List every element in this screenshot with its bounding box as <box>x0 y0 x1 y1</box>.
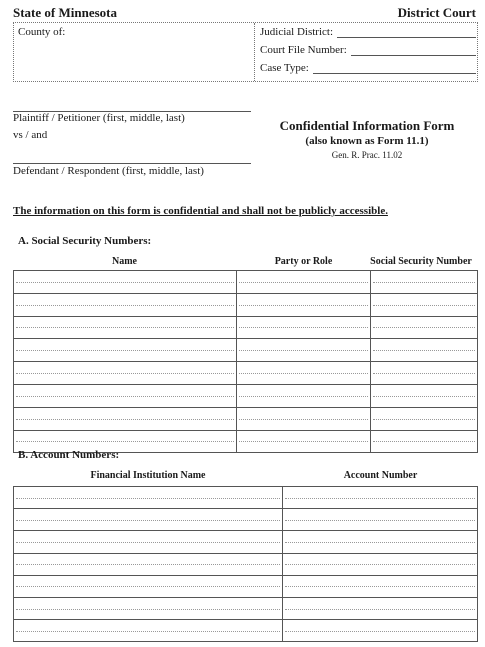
cell-entry-area <box>14 408 236 430</box>
county-label: County of: <box>18 26 66 38</box>
cell-entry-area <box>371 431 477 453</box>
cell-entry-area <box>237 271 371 293</box>
cell-entry-area <box>371 271 477 293</box>
cell-entry-area <box>371 294 477 316</box>
cell-entry-area <box>237 385 371 407</box>
table-cell[interactable] <box>283 509 478 531</box>
case-type-field[interactable] <box>313 64 476 74</box>
cell-entry-area <box>283 576 477 597</box>
table-cell[interactable] <box>371 339 478 362</box>
cell-entry-area <box>371 339 477 361</box>
cell-entry-area <box>14 271 236 293</box>
vs-label: vs / and <box>13 129 48 141</box>
account-table <box>13 486 478 642</box>
defendant-label: Defendant / Respondent (first, middle, last) <box>13 165 204 177</box>
cell-entry-area <box>283 598 477 619</box>
table-row <box>14 271 478 294</box>
case-type-label: Case Type: <box>260 62 309 74</box>
table-row <box>14 509 478 531</box>
table-cell[interactable] <box>371 384 478 407</box>
cell-entry-area <box>14 339 236 361</box>
cell-entry-area <box>14 620 282 641</box>
cell-entry-area <box>371 408 477 430</box>
state-title: State of Minnesota <box>13 5 117 20</box>
table-cell[interactable] <box>14 293 237 316</box>
table-row <box>14 293 478 316</box>
table-row <box>14 339 478 362</box>
table-cell[interactable] <box>14 384 237 407</box>
table-cell[interactable] <box>14 362 237 385</box>
table-row <box>14 553 478 575</box>
table-cell[interactable] <box>236 316 371 339</box>
table-cell[interactable] <box>371 407 478 430</box>
case-type-row <box>260 62 476 74</box>
cell-entry-area <box>283 554 477 575</box>
section-a-heading: A. Social Security Numbers: <box>18 235 152 247</box>
cell-entry-area <box>237 362 371 384</box>
table-cell[interactable] <box>236 339 371 362</box>
table-cell[interactable] <box>236 407 371 430</box>
judicial-district-field[interactable] <box>337 28 476 38</box>
table-row <box>14 316 478 339</box>
cell-entry-area <box>283 487 477 508</box>
confidentiality-notice: The information on this form is confidential and shall not be publicly accessible. <box>13 205 388 217</box>
cell-entry-area <box>283 620 477 641</box>
court-file-number-label: Court File Number: <box>260 44 347 56</box>
table-cell[interactable] <box>236 362 371 385</box>
cell-entry-area <box>14 487 282 508</box>
cell-entry-area <box>237 339 371 361</box>
case-box-divider <box>254 23 255 81</box>
cell-entry-area <box>14 385 236 407</box>
table-cell[interactable] <box>14 407 237 430</box>
table-cell[interactable] <box>14 487 283 509</box>
table-cell[interactable] <box>283 597 478 619</box>
cell-entry-area <box>237 294 371 316</box>
case-info-box <box>13 22 478 82</box>
cell-entry-area <box>14 317 236 339</box>
judicial-district-label: Judicial District: <box>260 26 334 38</box>
cell-entry-area <box>14 531 282 552</box>
cell-entry-area <box>237 408 371 430</box>
plaintiff-label: Plaintiff / Petitioner (first, middle, last) <box>13 112 185 124</box>
col-header-ssn: Social Security Number <box>370 256 472 267</box>
cell-entry-area <box>283 531 477 552</box>
table-cell[interactable] <box>283 487 478 509</box>
cell-entry-area <box>14 362 236 384</box>
table-cell[interactable] <box>14 531 283 553</box>
table-cell[interactable] <box>236 293 371 316</box>
table-cell[interactable] <box>371 293 478 316</box>
table-cell[interactable] <box>236 430 371 453</box>
table-cell[interactable] <box>14 597 283 619</box>
table-cell[interactable] <box>283 620 478 642</box>
cell-entry-area <box>237 431 371 453</box>
col-header-name: Name <box>112 256 137 267</box>
table-row <box>14 407 478 430</box>
table-cell[interactable] <box>283 553 478 575</box>
defendant-line[interactable] <box>13 163 251 164</box>
cell-entry-area <box>14 294 236 316</box>
cell-entry-area <box>237 317 371 339</box>
table-cell[interactable] <box>371 316 478 339</box>
table-row <box>14 362 478 385</box>
table-row <box>14 597 478 619</box>
court-title: District Court <box>397 5 476 20</box>
form-subtitle: (also known as Form 11.1) <box>305 135 429 147</box>
table-cell[interactable] <box>14 553 283 575</box>
table-cell[interactable] <box>14 271 237 294</box>
section-b-heading: B. Account Numbers: <box>18 449 120 461</box>
table-row <box>14 384 478 407</box>
table-row <box>14 620 478 642</box>
table-cell[interactable] <box>283 531 478 553</box>
table-cell[interactable] <box>14 339 237 362</box>
judicial-district-row <box>260 26 476 38</box>
table-cell[interactable] <box>14 316 237 339</box>
court-file-number-field[interactable] <box>351 46 476 56</box>
table-cell[interactable] <box>371 271 478 294</box>
form-rule: Gen. R. Prac. 11.02 <box>331 150 403 160</box>
table-row <box>14 575 478 597</box>
cell-entry-area <box>371 317 477 339</box>
cell-entry-area <box>371 362 477 384</box>
cell-entry-area <box>14 509 282 530</box>
table-row <box>14 531 478 553</box>
col-header-party-role: Party or Role <box>274 256 333 267</box>
court-file-number-row <box>260 44 476 56</box>
col-header-account-number: Account Number <box>343 470 418 481</box>
table-cell[interactable] <box>283 575 478 597</box>
table-cell[interactable] <box>371 430 478 453</box>
cell-entry-area <box>371 385 477 407</box>
table-row <box>14 487 478 509</box>
cell-entry-area <box>14 576 282 597</box>
table-cell[interactable] <box>236 384 371 407</box>
ssn-table <box>13 270 478 453</box>
table-cell[interactable] <box>14 509 283 531</box>
table-cell[interactable] <box>14 620 283 642</box>
form-title: Confidential Information Form <box>279 118 455 133</box>
cell-entry-area <box>283 509 477 530</box>
col-header-financial-institution: Financial Institution Name <box>90 470 206 481</box>
table-cell[interactable] <box>14 575 283 597</box>
table-cell[interactable] <box>371 362 478 385</box>
cell-entry-area <box>14 554 282 575</box>
cell-entry-area <box>14 598 282 619</box>
table-cell[interactable] <box>236 271 371 294</box>
